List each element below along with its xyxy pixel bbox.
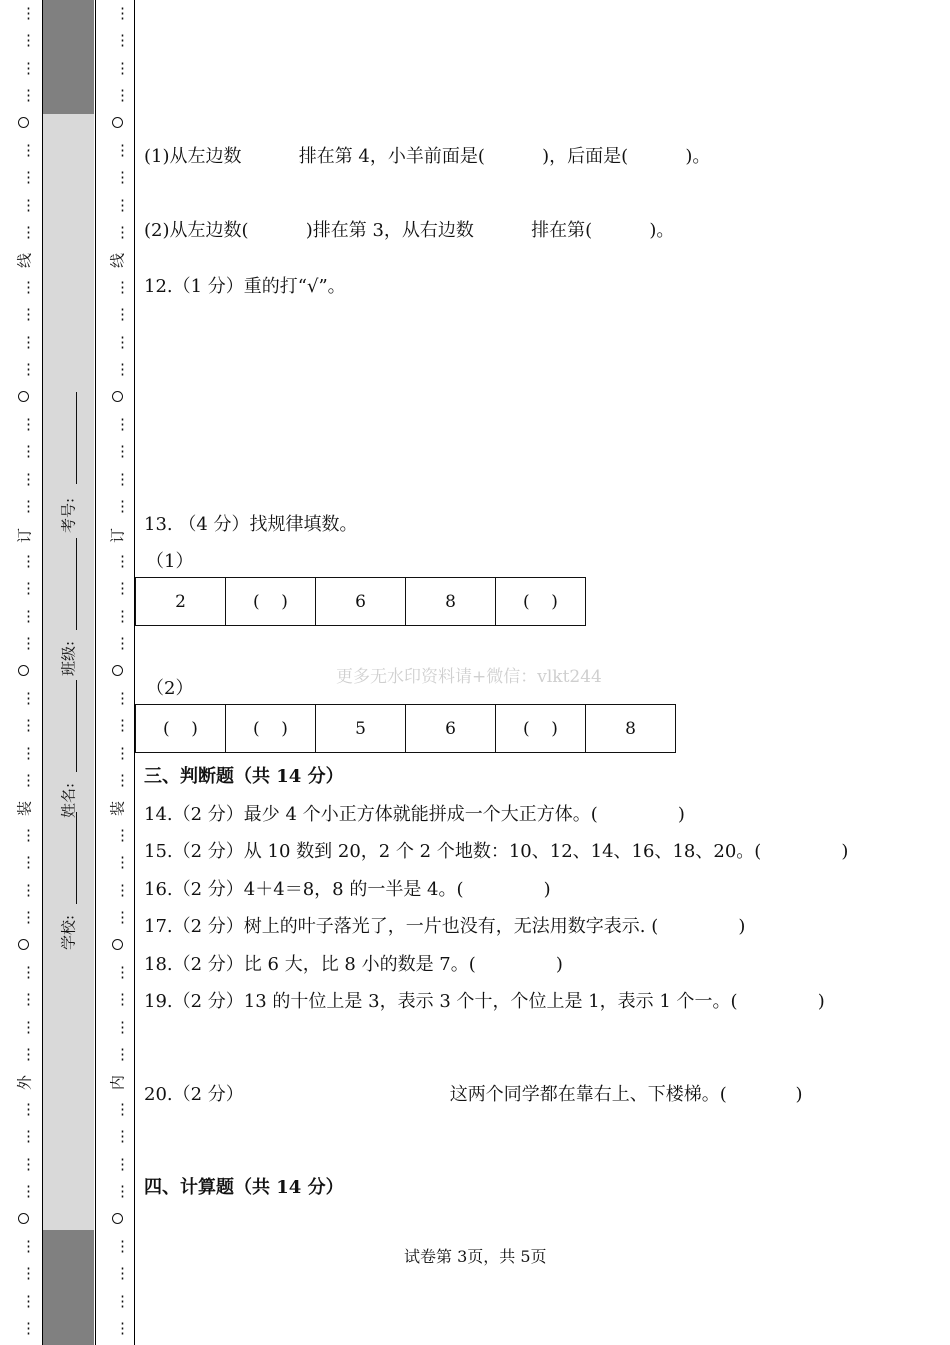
field-school-label: 学校: [59, 914, 78, 951]
q13-sequence-table-2 [135, 704, 676, 753]
cut-dots: ⋮ [21, 223, 36, 242]
margin-rule-mid [95, 0, 96, 1345]
field-class-label: 班级: [59, 640, 78, 677]
cut-dots: ⋮ [115, 1017, 130, 1036]
cut-dots: ⋮ [21, 990, 36, 1009]
q11-line1: (1)从左边数 排在第 4，小羊前面是( )，后面是( )。 [144, 146, 711, 167]
cut-circle [18, 391, 29, 402]
sequence-cell: 5 [316, 705, 406, 753]
cut-dots: ⋮ [115, 278, 130, 296]
q13-part2-label: （2） [146, 678, 194, 699]
binding-strip-bottom-block [42, 1230, 94, 1345]
page-footer: 试卷第 3页，共 5页 [404, 1247, 547, 1266]
cut-dots: ⋮ [21, 195, 36, 214]
margin-rule-right [134, 0, 135, 1345]
cut-dots: ⋮ [21, 86, 36, 105]
cut-circle [18, 1213, 29, 1224]
sequence-blank-cell[interactable]: ( ) [226, 705, 316, 753]
inner-char-zhuang: 装 [108, 801, 127, 817]
cut-dots: ⋮ [21, 579, 36, 598]
cut-dots: ⋮ [21, 853, 36, 872]
field-number-blank[interactable] [76, 392, 77, 484]
cut-dots: ⋮ [21, 1017, 36, 1036]
cut-dots: ⋮ [21, 332, 36, 351]
binding-strip-top-block [42, 0, 94, 114]
cut-dots: ⋮ [115, 141, 130, 159]
inner-char-xian: 线 [108, 253, 127, 269]
cut-dots: ⋮ [21, 415, 36, 433]
cut-circle [18, 117, 29, 128]
cut-circle [112, 117, 123, 128]
field-name-blank[interactable] [76, 680, 77, 772]
cut-dots: ⋮ [21, 1127, 36, 1146]
q17-statement: 17.（2 分）树上的叶子落光了，一片也没有，无法用数字表示. ( ) [144, 916, 746, 937]
cut-dots: ⋮ [21, 716, 36, 735]
q15-statement: 15.（2 分）从 10 数到 20，2 个 2 个地数：10、12、14、16、18、20。( ) [144, 841, 849, 862]
cut-dots: ⋮ [115, 360, 130, 379]
cut-dots: ⋮ [115, 1182, 130, 1201]
cut-dots: ⋮ [115, 497, 130, 516]
cut-dots: ⋮ [21, 771, 36, 790]
cut-dots: ⋮ [21, 1319, 36, 1338]
cut-dots: ⋮ [115, 168, 130, 187]
watermark: 更多无水印资料请+微信：vlkt244 [336, 667, 602, 687]
q16-statement: 16.（2 分）4＋4＝8，8 的一半是 4。( ) [144, 879, 551, 900]
cut-dots: ⋮ [21, 4, 36, 22]
sequence-cell: 6 [316, 578, 406, 626]
outer-char-ding: 订 [15, 528, 34, 544]
field-class-blank[interactable] [76, 538, 77, 630]
cut-dots: ⋮ [21, 908, 36, 927]
outer-char-zhuang: 装 [15, 801, 34, 817]
cut-dots: ⋮ [115, 332, 130, 351]
cut-dots: ⋮ [21, 1045, 36, 1064]
q20-statement: 20.（2 分） 这两个同学都在靠右上、下楼梯。( ) [144, 1084, 803, 1105]
cut-dots: ⋮ [115, 826, 130, 844]
sequence-cell: 8 [406, 578, 496, 626]
cut-dots: ⋮ [115, 908, 130, 927]
cut-dots: ⋮ [21, 634, 36, 653]
sequence-cell: 6 [406, 705, 496, 753]
q13-sequence-table-1 [135, 577, 586, 626]
cut-dots: ⋮ [115, 305, 130, 324]
cut-dots: ⋮ [21, 360, 36, 379]
cut-dots: ⋮ [115, 4, 130, 22]
cut-dots: ⋮ [115, 743, 130, 762]
cut-dots: ⋮ [21, 1264, 36, 1283]
cut-dots: ⋮ [21, 689, 36, 707]
cut-dots: ⋮ [115, 58, 130, 77]
section4-title: 四、计算题（共 14 分） [144, 1177, 344, 1198]
sequence-cell: 2 [136, 578, 226, 626]
sequence-blank-cell[interactable]: ( ) [226, 578, 316, 626]
cut-dots: ⋮ [21, 1182, 36, 1201]
cut-dots: ⋮ [115, 1100, 130, 1118]
field-name-label: 姓名: [59, 782, 78, 819]
outer-char-xian: 线 [15, 253, 34, 269]
q14-statement: 14.（2 分）最少 4 个小正方体就能拼成一个大正方体。( ) [144, 804, 685, 825]
cut-dots: ⋮ [21, 552, 36, 570]
cut-dots: ⋮ [21, 168, 36, 187]
cut-dots: ⋮ [115, 990, 130, 1009]
cut-dots: ⋮ [21, 1100, 36, 1118]
cut-dots: ⋮ [115, 1291, 130, 1310]
sequence-cell: 8 [586, 705, 676, 753]
margin-rule-left [42, 0, 43, 1345]
field-number-label: 考号: [59, 497, 78, 534]
cut-dots: ⋮ [21, 880, 36, 899]
cut-dots: ⋮ [21, 963, 36, 981]
cut-dots: ⋮ [21, 743, 36, 762]
cut-dots: ⋮ [115, 880, 130, 899]
cut-dots: ⋮ [21, 31, 36, 50]
cut-dots: ⋮ [21, 497, 36, 516]
cut-dots: ⋮ [115, 442, 130, 461]
inner-char-ding: 订 [108, 528, 127, 544]
cut-dots: ⋮ [115, 963, 130, 981]
cut-dots: ⋮ [21, 469, 36, 488]
cut-dots: ⋮ [115, 1154, 130, 1173]
cut-circle [112, 391, 123, 402]
section3-title: 三、判断题（共 14 分） [144, 766, 344, 787]
cut-dots: ⋮ [21, 826, 36, 844]
cut-dots: ⋮ [115, 86, 130, 105]
sequence-blank-cell[interactable]: ( ) [496, 705, 586, 753]
cut-dots: ⋮ [115, 415, 130, 433]
sequence-blank-cell[interactable]: ( ) [496, 578, 586, 626]
cut-dots: ⋮ [21, 606, 36, 625]
inner-char-nei: 内 [108, 1075, 127, 1091]
cut-circle [112, 665, 123, 676]
cut-dots: ⋮ [115, 1237, 130, 1255]
cut-dots: ⋮ [115, 716, 130, 735]
q13-text: 13. （4 分）找规律填数。 [144, 514, 358, 535]
cut-dots: ⋮ [115, 1264, 130, 1283]
cut-circle [18, 665, 29, 676]
cut-dots: ⋮ [115, 1319, 130, 1338]
cut-dots: ⋮ [115, 195, 130, 214]
cut-dots: ⋮ [21, 305, 36, 324]
cut-circle [112, 1213, 123, 1224]
cut-dots: ⋮ [115, 552, 130, 570]
cut-dots: ⋮ [115, 689, 130, 707]
cut-dots: ⋮ [115, 579, 130, 598]
q13-part1-label: （1） [146, 551, 194, 572]
cut-dots: ⋮ [115, 469, 130, 488]
q19-statement: 19.（2 分）13 的十位上是 3，表示 3 个十，个位上是 1，表示 1 个一。( ) [144, 991, 825, 1012]
outer-char-wai: 外 [15, 1075, 34, 1091]
cut-dots: ⋮ [115, 634, 130, 653]
q18-statement: 18.（2 分）比 6 大，比 8 小的数是 7。( ) [144, 954, 563, 975]
cut-dots: ⋮ [21, 1237, 36, 1255]
cut-dots: ⋮ [21, 1154, 36, 1173]
cut-dots: ⋮ [21, 58, 36, 77]
cut-dots: ⋮ [21, 1291, 36, 1310]
cut-dots: ⋮ [115, 223, 130, 242]
sequence-blank-cell[interactable]: ( ) [136, 705, 226, 753]
cut-dots: ⋮ [21, 278, 36, 296]
cut-circle [112, 939, 123, 950]
q12-text: 12.（1 分）重的打“√”。 [144, 276, 346, 297]
cut-dots: ⋮ [115, 853, 130, 872]
cut-circle [18, 939, 29, 950]
cut-dots: ⋮ [115, 1045, 130, 1064]
cut-dots: ⋮ [21, 442, 36, 461]
cut-dots: ⋮ [115, 1127, 130, 1146]
cut-dots: ⋮ [115, 31, 130, 50]
cut-dots: ⋮ [115, 606, 130, 625]
cut-dots: ⋮ [21, 141, 36, 159]
q11-line2: (2)从左边数( )排在第 3，从右边数 排在第( )。 [144, 220, 675, 241]
cut-dots: ⋮ [115, 771, 130, 790]
